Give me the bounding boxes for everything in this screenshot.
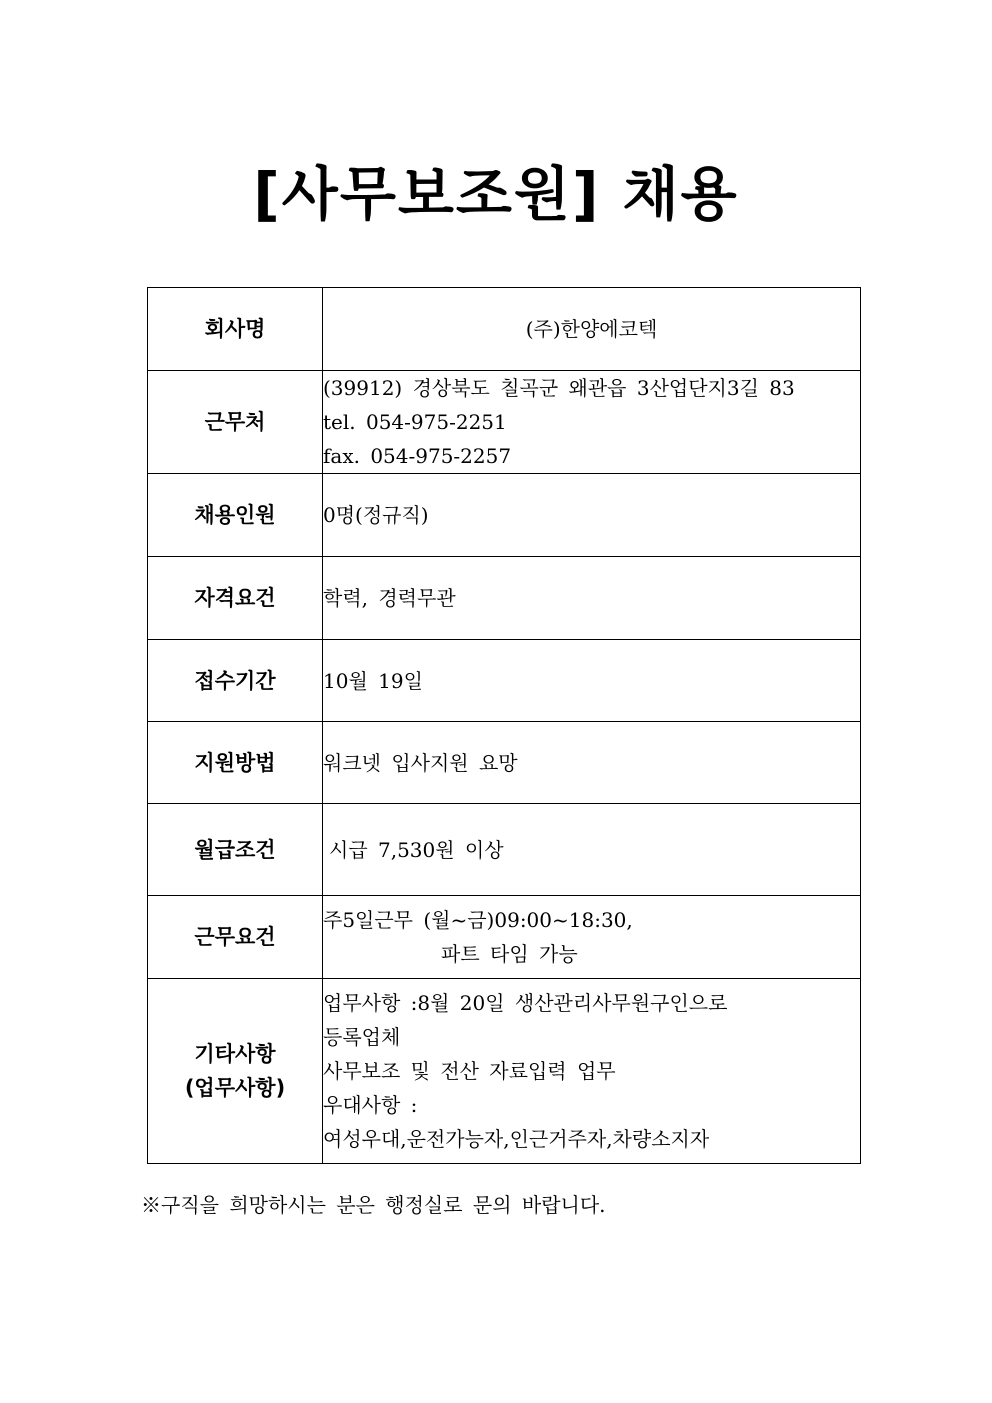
table-row-work-conditions <box>148 896 861 979</box>
row-value-headcount <box>323 474 861 557</box>
registered-company-line: 등록업체 <box>323 1025 401 1049</box>
table-row-company <box>148 288 861 371</box>
row-label-other-notes <box>148 979 323 1164</box>
application-period-text: 10월 19일 <box>323 668 423 693</box>
row-label-qualification: 자격요건 <box>148 557 323 640</box>
row-value-work-conditions <box>323 896 861 979</box>
workplace-fax: fax. 054-975-2257 <box>323 444 512 468</box>
row-label-salary: 월급조건 <box>148 804 323 896</box>
table-row-salary <box>148 804 861 896</box>
row-value-company <box>323 288 861 371</box>
table-row-other-notes <box>148 979 861 1164</box>
workplace-address: (39912) 경상북도 칠곡군 왜관읍 3산업단지3길 83 <box>323 376 795 400</box>
row-value-other-notes <box>323 979 861 1164</box>
salary-text: 시급 7,530원 이상 <box>329 837 504 862</box>
page-title: [사무보조원] 채용 <box>253 160 739 228</box>
row-label-application-period: 접수기간 <box>148 640 323 722</box>
preference-list-line: 여성우대,운전가능자,인근거주자,차량소지자 <box>323 1127 710 1151</box>
company-name: (주)한양에코텍 <box>525 317 658 341</box>
workplace-tel: tel. 054-975-2251 <box>323 410 507 434</box>
table-row-qualification <box>148 557 861 640</box>
table-row-application-method <box>148 722 861 804</box>
duty-description-line: 사무보조 및 전산 자료입력 업무 <box>323 1059 616 1083</box>
row-value-application-period <box>323 640 861 722</box>
headcount-text: 0명(정규직) <box>323 503 429 527</box>
table-row-application-period <box>148 640 861 722</box>
other-notes-sublabel: (업무사항) <box>184 1076 286 1100</box>
row-value-application-method <box>323 722 861 804</box>
row-value-salary <box>323 804 861 896</box>
row-value-workplace <box>323 371 861 474</box>
row-value-qualification <box>323 557 861 640</box>
row-label-workplace: 근무처 <box>148 371 323 474</box>
table-row-workplace <box>148 371 861 474</box>
row-label-headcount: 채용인원 <box>148 474 323 557</box>
work-schedule-text: 주5일근무 (월~금)09:00~18:30, <box>323 908 633 932</box>
job-info-table <box>147 287 861 1164</box>
row-label-work-conditions: 근무요건 <box>148 896 323 979</box>
qualification-text: 학력, 경력무관 <box>323 586 456 610</box>
row-label-company: 회사명 <box>148 288 323 371</box>
row-label-application-method: 지원방법 <box>148 722 323 804</box>
table-row-headcount <box>148 474 861 557</box>
other-notes-label: 기타사항 <box>194 1042 276 1066</box>
preference-label-line: 우대사항 : <box>323 1093 418 1117</box>
duty-note-line: 업무사항 :8월 20일 생산관리사무원구인으로 <box>323 991 728 1015</box>
footnote: ※구직을 희망하시는 분은 행정실로 문의 바랍니다. <box>141 1193 606 1217</box>
application-method-text: 워크넷 입사지원 요망 <box>323 750 518 775</box>
part-time-text: 파트 타임 가능 <box>441 942 578 966</box>
